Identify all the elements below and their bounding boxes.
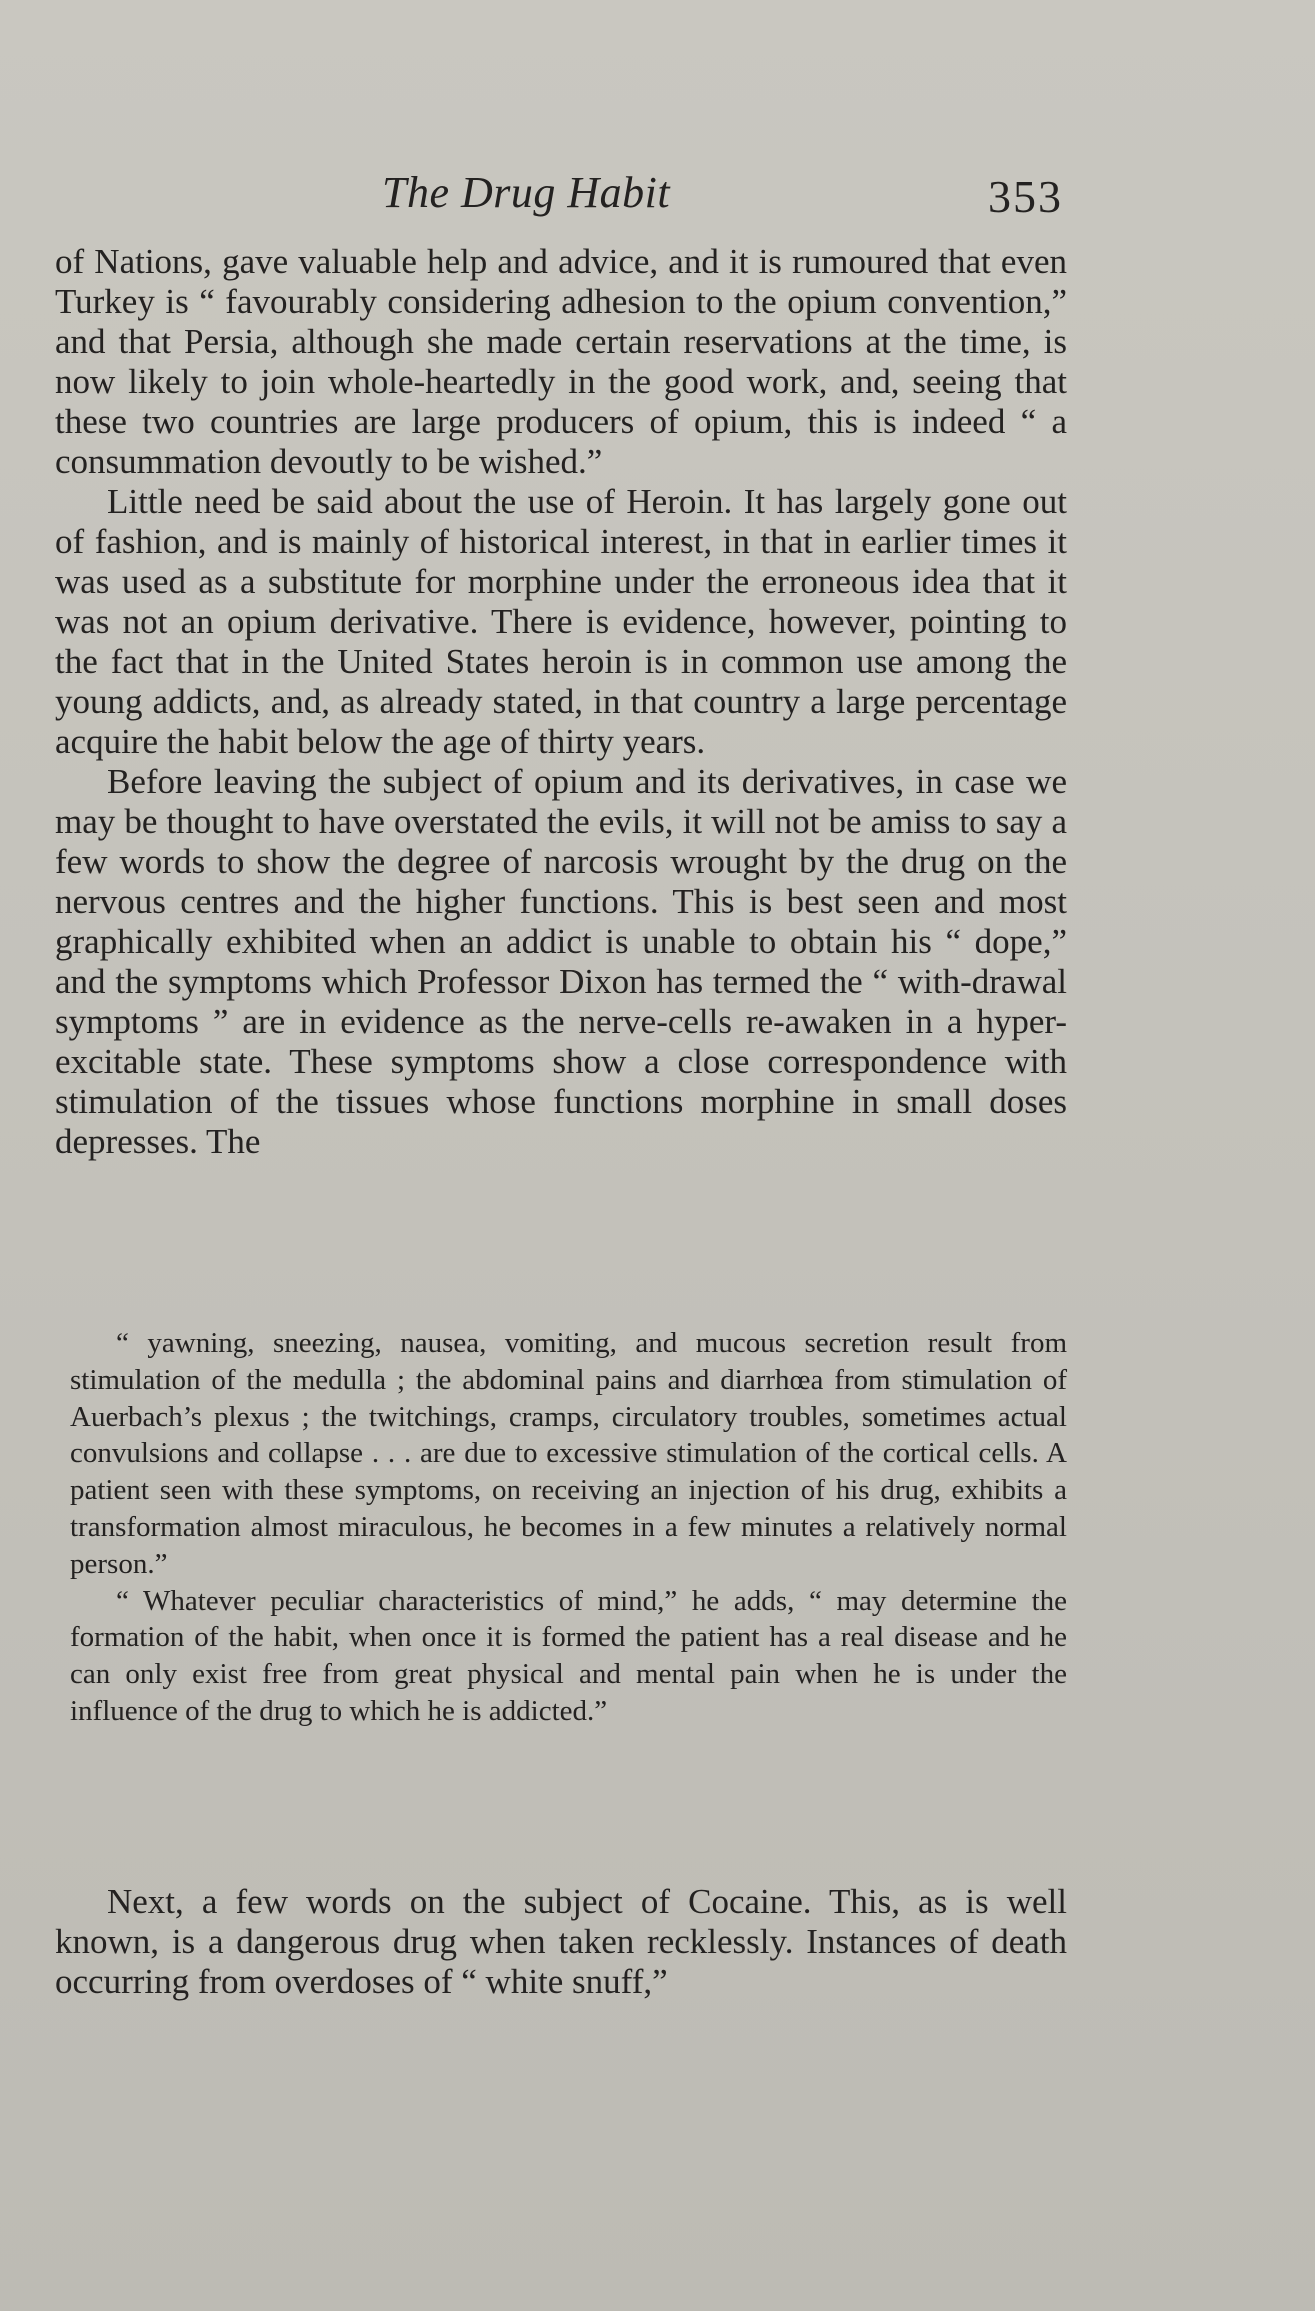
block-quote: [70, 1325, 1067, 1730]
quote-paragraph-disease: “ Whatever peculiar characteristics of mind,” he adds, “ may determine the formation of the habit, when once it is formed the patient has a real disease and he can only exist free from great physical and mental pain when he is under the influence of the drug to which he is addicted.”: [70, 1584, 1067, 1727]
paragraph-continuation: of Nations, gave valuable help and advice, and it is rumoured that even Turkey is “ favourably considering adhesion to the opium convention,” and that Persia, although she made certain reservations at the time, is now likely to join whole-heartedly in the good work, and, seeing that these two countries are large producers of opium, this is indeed “ a consummation devoutly to be wished.”: [55, 242, 1067, 481]
paragraph-withdrawal: Before leaving the subject of opium and its derivatives, in case we may be thought to have overstated the evils, it will not be amiss to say a few words to show the degree of narcosis wrought by the drug on the nervous centres and the higher functions. This is best seen and most graphically exhibited when an addict is unable to obtain his “ dope,” and the symptoms which Professor Dixon has termed the “ with-drawal symptoms ” are in evidence as the nerve-cells re-awaken in a hyper-excitable state. These symptoms show a close correspondence with stimulation of the tissues whose functions morphine in small doses depresses. The: [55, 762, 1067, 1161]
paragraph-heroin: Little need be said about the use of Heroin. It has largely gone out of fashion, and is mainly of historical interest, in that in earlier times it was used as a substitute for morphine under the erroneous idea that it was not an opium derivative. There is evidence, however, pointing to the fact that in the United States heroin is in common use among the young addicts, and, as already stated, in that country a large percentage acquire the habit below the age of thirty years.: [55, 482, 1067, 761]
page-number: 353: [988, 171, 1063, 222]
closing-text: [55, 1882, 1067, 2002]
page-header: [0, 158, 1315, 228]
paragraph-cocaine: Next, a few words on the subject of Cocaine. This, as is well known, is a dangerous drug when taken recklessly. Instances of death occurring from overdoses of “ white snuff,”: [55, 1882, 1067, 2001]
quote-paragraph-symptoms: “ yawning, sneezing, nausea, vomiting, and mucous secretion result from stimulation of the medulla ; the abdominal pains and diarrhœa from stimulation of Auerbach’s plexus ; the twitchings, cramps, circulatory troubles, sometimes actual convulsions and collapse . . . are due to excessive stimulation of the cortical cells. A patient seen with these symptoms, on receiving an injection of his drug, exhibits a transformation almost miraculous, he becomes in a few minutes a relatively normal person.”: [70, 1327, 1067, 1580]
main-text: [55, 242, 1067, 1162]
running-title: The Drug Habit: [382, 168, 671, 217]
